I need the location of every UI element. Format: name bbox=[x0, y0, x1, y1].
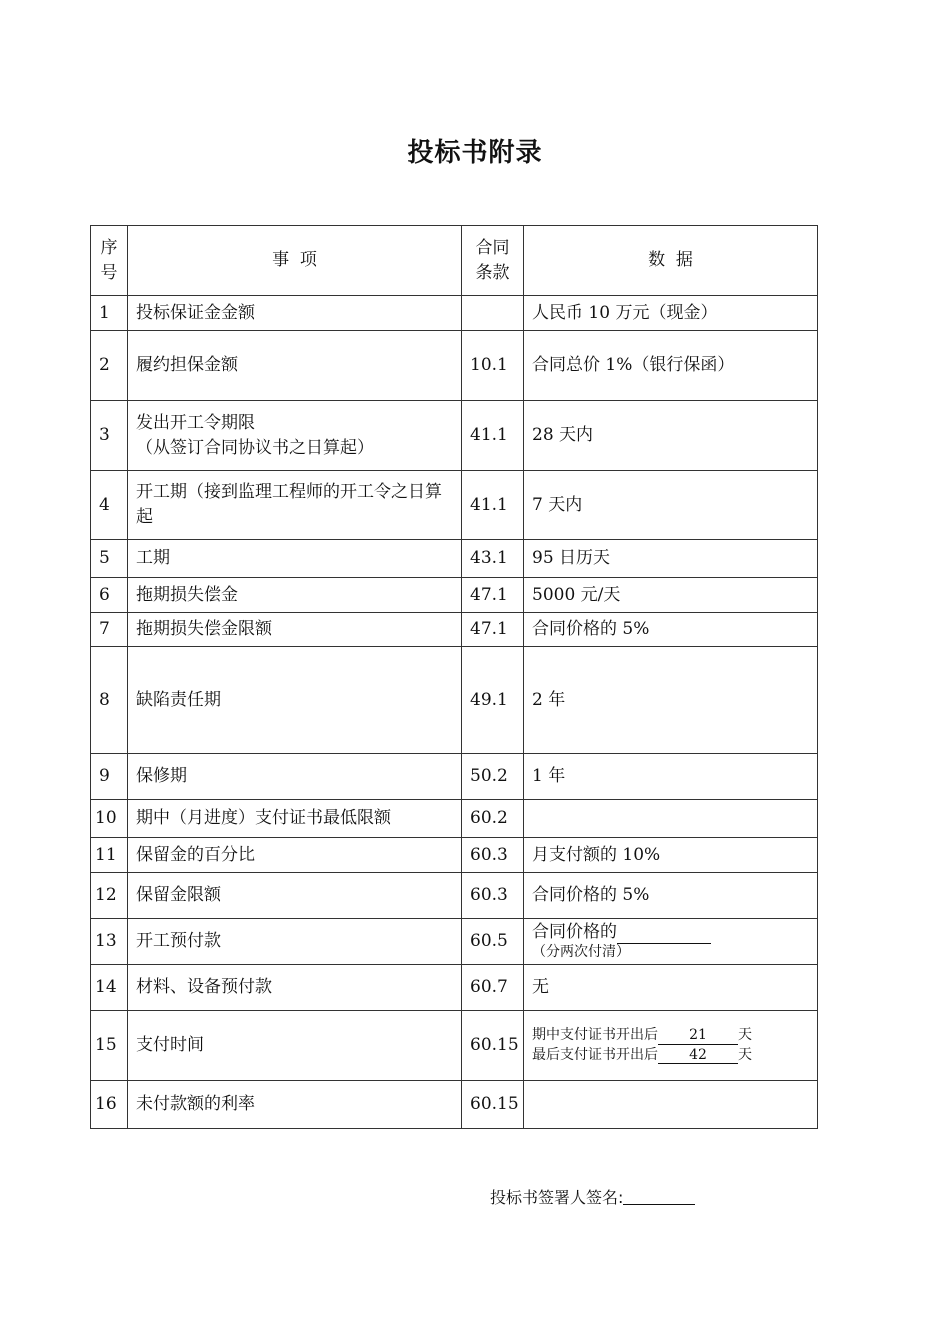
row-no: 15 bbox=[91, 1011, 128, 1081]
row-item-line1: 发出开工令期限 bbox=[136, 412, 255, 433]
row-clause: 50.2 bbox=[462, 754, 524, 800]
payment-line-final: 最后支付证书开出后 42 天 bbox=[532, 1046, 752, 1063]
signature-label: 投标书签署人签名: bbox=[490, 1188, 624, 1207]
row-data: 人民币 10 万元（现金） bbox=[524, 296, 818, 331]
row-item: 材料、设备预付款 bbox=[128, 965, 462, 1011]
table-row bbox=[91, 919, 818, 965]
table-row bbox=[91, 613, 818, 647]
row-item: 保修期 bbox=[128, 754, 462, 800]
row-data: 7 天内 bbox=[524, 471, 818, 540]
row-no: 8 bbox=[91, 647, 128, 754]
row-data-text: 合同价格的 bbox=[532, 922, 617, 943]
row-data bbox=[524, 800, 818, 838]
table-row bbox=[91, 647, 818, 754]
header-clause: 合同 条款 bbox=[462, 226, 524, 296]
row-data-line1 bbox=[532, 922, 809, 943]
blank-underline bbox=[617, 922, 711, 943]
row-no: 10 bbox=[91, 800, 128, 838]
row-clause: 41.1 bbox=[462, 471, 524, 540]
row-no: 13 bbox=[91, 919, 128, 965]
row-item: 履约担保金额 bbox=[128, 331, 462, 401]
row-item: 期中（月进度）支付证书最低限额 bbox=[128, 800, 462, 838]
table-row bbox=[91, 540, 818, 578]
row-item: 拖期损失偿金 bbox=[128, 578, 462, 613]
row-item bbox=[128, 401, 462, 471]
table-row bbox=[91, 578, 818, 613]
row-no: 12 bbox=[91, 873, 128, 919]
row-clause: 60.3 bbox=[462, 838, 524, 873]
table-row bbox=[91, 838, 818, 873]
payment-line-interim: 期中支付证书开出后 21 天 bbox=[532, 1026, 752, 1043]
signature-line bbox=[490, 1185, 695, 1208]
table-row bbox=[91, 1081, 818, 1129]
row-data-note: （分两次付清） bbox=[532, 943, 630, 960]
row-clause: 60.3 bbox=[462, 873, 524, 919]
row-data: 95 日历天 bbox=[524, 540, 818, 578]
row-no: 3 bbox=[91, 401, 128, 471]
row-clause: 60.15 bbox=[462, 1011, 524, 1081]
row-data: 合同价格的 5% bbox=[524, 613, 818, 647]
row-no: 7 bbox=[91, 613, 128, 647]
row-clause: 43.1 bbox=[462, 540, 524, 578]
row-no: 4 bbox=[91, 471, 128, 540]
row-data: 无 bbox=[524, 965, 818, 1011]
row-data: 2 年 bbox=[524, 647, 818, 754]
table-row bbox=[91, 401, 818, 471]
header-no: 序 号 bbox=[91, 226, 128, 296]
row-data: 5000 元/天 bbox=[524, 578, 818, 613]
row-item: 开工预付款 bbox=[128, 919, 462, 965]
table-row bbox=[91, 1011, 818, 1081]
row-item: 未付款额的利率 bbox=[128, 1081, 462, 1129]
row-clause: 60.7 bbox=[462, 965, 524, 1011]
row-no: 1 bbox=[91, 296, 128, 331]
row-no: 16 bbox=[91, 1081, 128, 1129]
row-clause bbox=[462, 296, 524, 331]
row-item: 拖期损失偿金限额 bbox=[128, 613, 462, 647]
row-item: 开工期（接到监理工程师的开工令之日算起 bbox=[128, 471, 462, 540]
row-clause: 41.1 bbox=[462, 401, 524, 471]
row-data bbox=[524, 919, 818, 965]
row-clause: 10.1 bbox=[462, 331, 524, 401]
row-clause: 60.15 bbox=[462, 1081, 524, 1129]
appendix-table bbox=[90, 225, 818, 1129]
row-no: 6 bbox=[91, 578, 128, 613]
row-item: 保留金的百分比 bbox=[128, 838, 462, 873]
table-header-row bbox=[91, 226, 818, 296]
row-item: 保留金限额 bbox=[128, 873, 462, 919]
table-row bbox=[91, 754, 818, 800]
row-clause: 49.1 bbox=[462, 647, 524, 754]
row-no: 5 bbox=[91, 540, 128, 578]
table-row bbox=[91, 873, 818, 919]
table-row bbox=[91, 800, 818, 838]
row-item-line2: （从签订合同协议书之日算起） bbox=[136, 437, 374, 458]
payment-days-interim: 21 bbox=[658, 1027, 738, 1045]
row-clause: 47.1 bbox=[462, 578, 524, 613]
page-title: 投标书附录 bbox=[407, 138, 543, 168]
table-row bbox=[91, 471, 818, 540]
row-data: 28 天内 bbox=[524, 401, 818, 471]
header-item: 事 项 bbox=[128, 226, 462, 296]
row-data: 1 年 bbox=[524, 754, 818, 800]
signature-blank bbox=[623, 1189, 695, 1205]
table-row bbox=[91, 331, 818, 401]
row-clause: 47.1 bbox=[462, 613, 524, 647]
row-clause: 60.5 bbox=[462, 919, 524, 965]
table-row bbox=[91, 296, 818, 331]
header-data: 数 据 bbox=[524, 226, 818, 296]
row-no: 14 bbox=[91, 965, 128, 1011]
row-no: 2 bbox=[91, 331, 128, 401]
row-data bbox=[524, 1081, 818, 1129]
row-item: 投标保证金金额 bbox=[128, 296, 462, 331]
row-data: 合同价格的 5% bbox=[524, 873, 818, 919]
row-clause: 60.2 bbox=[462, 800, 524, 838]
row-no: 9 bbox=[91, 754, 128, 800]
row-data bbox=[524, 1011, 818, 1081]
row-item: 缺陷责任期 bbox=[128, 647, 462, 754]
table-row bbox=[91, 965, 818, 1011]
row-item: 工期 bbox=[128, 540, 462, 578]
row-data: 月支付额的 10% bbox=[524, 838, 818, 873]
payment-days-final: 42 bbox=[658, 1047, 738, 1065]
row-data: 合同总价 1%（银行保函） bbox=[524, 331, 818, 401]
row-no: 11 bbox=[91, 838, 128, 873]
row-item: 支付时间 bbox=[128, 1011, 462, 1081]
